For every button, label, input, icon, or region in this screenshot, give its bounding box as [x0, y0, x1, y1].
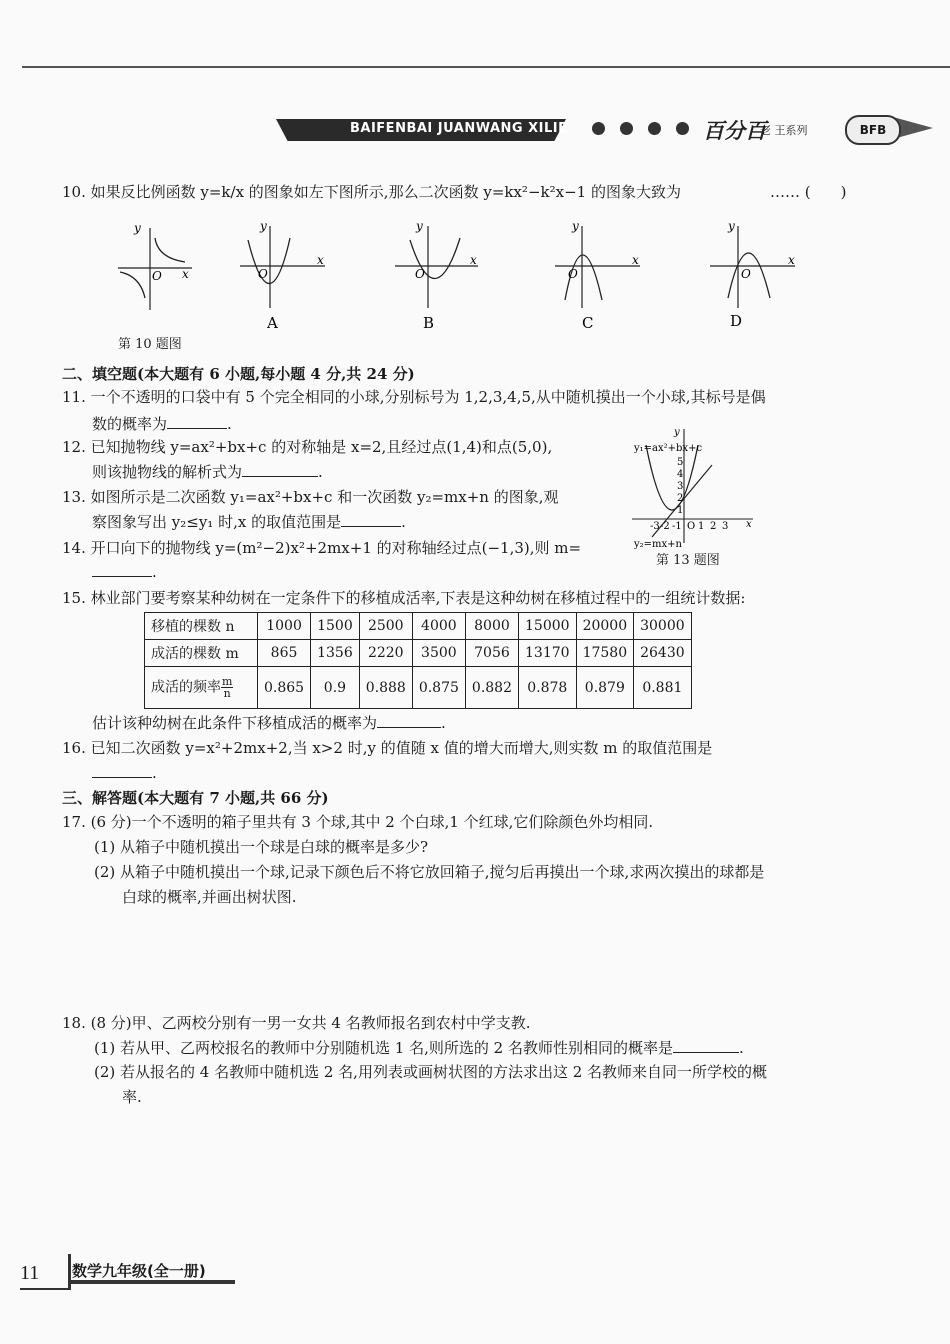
option-d-label: D	[730, 312, 743, 330]
origin-label: O	[152, 269, 162, 283]
svg-text:O: O	[741, 267, 751, 281]
answer-blank	[377, 713, 441, 728]
row-header: 成活的棵数 m	[145, 640, 258, 667]
q17-line1: 17. (6 分)一个不透明的箱子里共有 3 个球,其中 2 个白球,1 个红球,它们除颜色外均相同.	[62, 813, 654, 831]
svg-text:5: 5	[677, 457, 684, 468]
q11-line1: 11. 一个不透明的口袋中有 5 个完全相同的小球,分别标号为 1,2,3,4,5,从中随机摸出一个小球,其标号是偶	[62, 388, 766, 406]
option-a-graph	[240, 219, 325, 332]
header-banner-text: BAIFENBAI JUANWANG XILIE	[350, 121, 568, 136]
y2-label: y₂=mx+n	[634, 539, 682, 550]
axis-y-label: y	[134, 221, 141, 235]
series-label: 老 王系列	[760, 124, 808, 137]
svg-text:y: y	[572, 219, 579, 233]
top-rule	[22, 66, 950, 68]
header-dot	[592, 122, 605, 135]
footer-rule	[70, 1280, 235, 1284]
q15-line1: 15. 林业部门要考察某种幼树在一定条件下的移植成活率,下表是这种幼树在移植过程中的一组统计数据:	[62, 589, 746, 607]
svg-text:4: 4	[677, 469, 684, 480]
svg-text:y: y	[728, 219, 735, 233]
svg-text:O: O	[258, 267, 268, 281]
svg-text:3: 3	[677, 481, 684, 492]
q16-line1: 16. 已知二次函数 y=x²+2mx+2,当 x>2 时,y 的值随 x 值的增大而增大,则实数 m 的取值范围是	[62, 739, 713, 757]
q16-line2: .	[92, 763, 157, 783]
y1-label: y₁=ax²+bx+c	[634, 443, 703, 454]
svg-text:x: x	[317, 253, 324, 267]
q17-line2: (1) 从箱子中随机摸出一个球是白球的概率是多少?	[94, 838, 429, 856]
section-2-heading: 二、填空题(本大题有 6 小题,每小题 4 分,共 24 分)	[62, 365, 415, 383]
q12-line2: 则该抛物线的解析式为 .	[92, 463, 323, 481]
svg-text:O: O	[415, 267, 425, 281]
q14-line2: .	[92, 562, 157, 582]
q18-line2: (1) 若从甲、乙两校报名的教师中分别随机选 1 名,则所选的 2 名教师性别相同的概率是 .	[94, 1039, 744, 1057]
q15-table	[144, 612, 692, 709]
svg-text:x: x	[788, 253, 795, 267]
page-number: 11	[20, 1262, 40, 1284]
option-c-label: C	[582, 314, 594, 332]
q11-line2: 数的概率为 .	[92, 415, 232, 433]
answer-blank	[673, 1038, 739, 1053]
table-row: 成活的棵数 m 865 1356 2220 3500 7056 13170 17580 26430	[145, 640, 692, 667]
table-row: 成活的频率 $\frac{m}{n}$ 0.865 0.9 0.888 0.875 0.882 0.878 0.879 0.881	[145, 667, 692, 709]
answer-blank	[341, 512, 401, 527]
svg-text:x: x	[746, 519, 752, 530]
bfb-logo: BFB	[845, 115, 901, 145]
q15-line2: 估计该种幼树在此条件下移植成活的概率为 .	[92, 714, 446, 732]
svg-text:O: O	[687, 521, 696, 532]
answer-blank	[167, 414, 227, 429]
q14-line1: 14. 开口向下的抛物线 y=(m²−2)x²+2mx+1 的对称轴经过点(−1,3),则 m=	[62, 539, 582, 557]
svg-text:x: x	[470, 253, 477, 267]
svg-text:2: 2	[710, 521, 717, 532]
q17-line3: (2) 从箱子中随机摸出一个球,记录下颜色后不将它放回箱子,搅匀后再摸出一个球,求两次摸出的球都是	[94, 863, 765, 881]
option-a-label: A	[267, 314, 278, 332]
svg-text:-2: -2	[660, 521, 670, 532]
header-dot	[676, 122, 689, 135]
q13-line2: 察图象写出 y₂≤y₁ 时,x 的取值范围是 .	[92, 513, 406, 531]
q13-caption: 第 13 题图	[656, 553, 720, 568]
table-row: 移植的棵数 n 1000 1500 2500 4000 8000 15000 20000 30000	[145, 613, 692, 640]
axis-x-label: x	[182, 267, 189, 281]
q13-graph	[628, 425, 758, 550]
row-header: 成活的频率 $\frac{m}{n}$	[145, 667, 258, 709]
option-b-label: B	[423, 314, 435, 332]
q10-graphs	[110, 218, 810, 358]
svg-text:-3: -3	[650, 521, 660, 532]
q10-reference-graph	[118, 221, 192, 310]
brand-logo: 百分百	[703, 118, 766, 143]
q10-caption: 第 10 题图	[118, 337, 182, 352]
q18-line4: 率.	[122, 1088, 142, 1106]
answer-blank	[92, 562, 152, 577]
q10-text: 10. 如果反比例函数 y=k/x 的图象如左下图所示,那么二次函数 y=kx²−k²x−1 的图象大致为	[62, 183, 681, 201]
svg-text:y: y	[260, 219, 267, 233]
svg-text:3: 3	[722, 521, 729, 532]
svg-text:y: y	[416, 219, 423, 233]
q17-line4: 白球的概率,并画出树状图.	[122, 888, 297, 906]
answer-blank	[92, 763, 152, 778]
option-c-graph	[555, 219, 640, 332]
svg-text:O: O	[568, 267, 578, 281]
answer-blank	[242, 462, 318, 477]
footer-title: 数学九年级(全一册)	[72, 1262, 206, 1280]
option-b-graph	[395, 219, 478, 332]
svg-text:x: x	[632, 253, 639, 267]
svg-text:-1: -1	[672, 521, 682, 532]
option-d-graph	[710, 219, 795, 330]
q10-answer-slot: …… ( )	[770, 183, 847, 201]
svg-text:2: 2	[677, 493, 684, 504]
row-header: 移植的棵数 n	[145, 613, 258, 640]
q18-line1: 18. (8 分)甲、乙两校分别有一男一女共 4 名教师报名到农村中学支教.	[62, 1014, 531, 1032]
svg-text:1: 1	[698, 521, 705, 532]
q13-line1: 13. 如图所示是二次函数 y₁=ax²+bx+c 和一次函数 y₂=mx+n 的图象,观	[62, 488, 559, 506]
svg-text:1: 1	[677, 505, 684, 516]
section-3-heading: 三、解答题(本大题有 7 小题,共 66 分)	[62, 789, 329, 807]
q18-line3: (2) 若从报名的 4 名教师中随机选 2 名,用列表或画树状图的方法求出这 2 名教师来自同一所学校的概	[94, 1063, 768, 1081]
header-dot	[648, 122, 661, 135]
svg-text:y: y	[674, 427, 680, 438]
q12-line1: 12. 已知抛物线 y=ax²+bx+c 的对称轴是 x=2,且经过点(1,4)和点(5,0),	[62, 438, 553, 456]
header-dot	[620, 122, 633, 135]
